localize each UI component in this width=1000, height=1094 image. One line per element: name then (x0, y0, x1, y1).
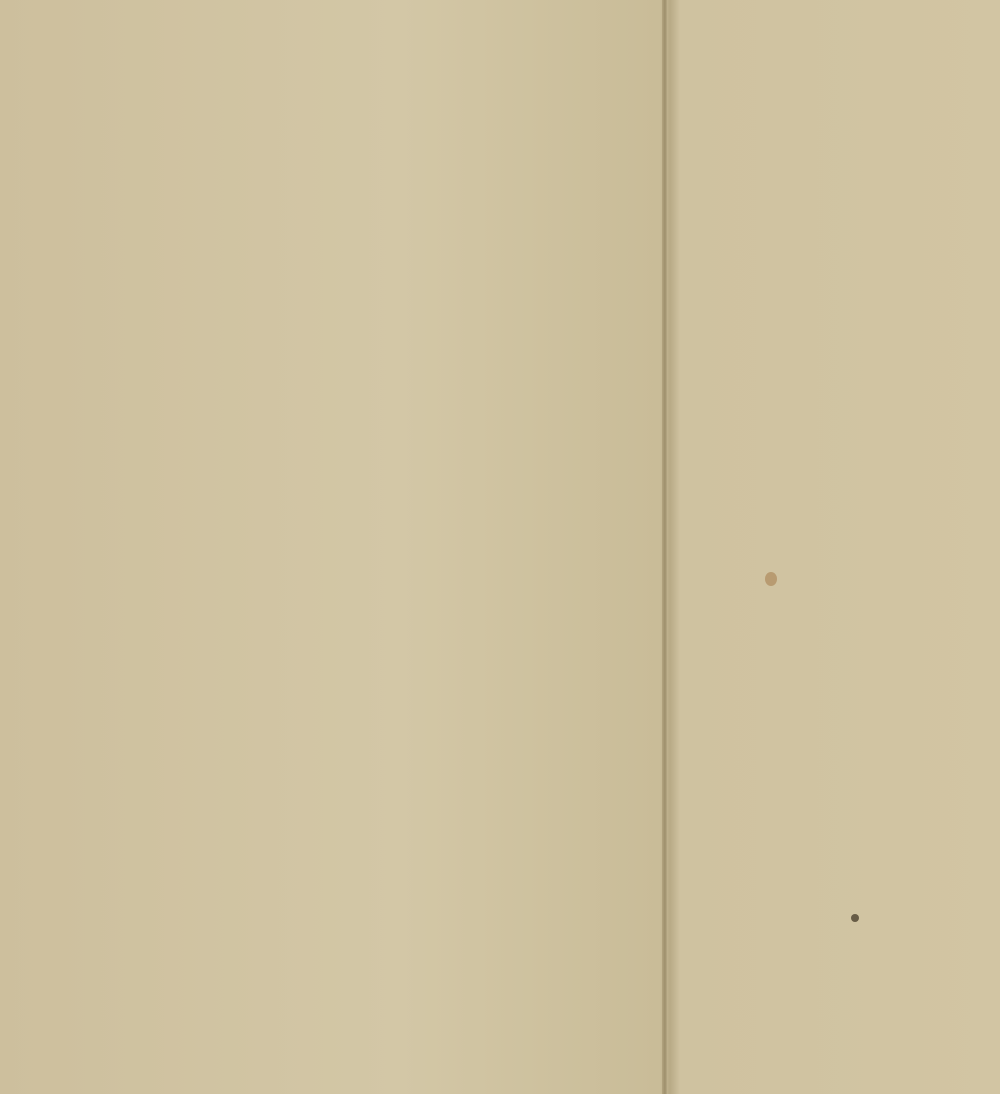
header-familienstand (402, 74, 542, 76)
header-name (66, 74, 266, 76)
header-maengel (895, 74, 979, 76)
header-geschlecht (266, 74, 304, 76)
header-aufenthalt (747, 80, 893, 82)
header-religion (349, 74, 399, 76)
paper-stain (765, 572, 777, 586)
ink-blot (851, 914, 859, 922)
header-stand (545, 88, 661, 90)
header-alter (307, 74, 347, 76)
header-staatsangehoerigkeit (670, 88, 742, 90)
